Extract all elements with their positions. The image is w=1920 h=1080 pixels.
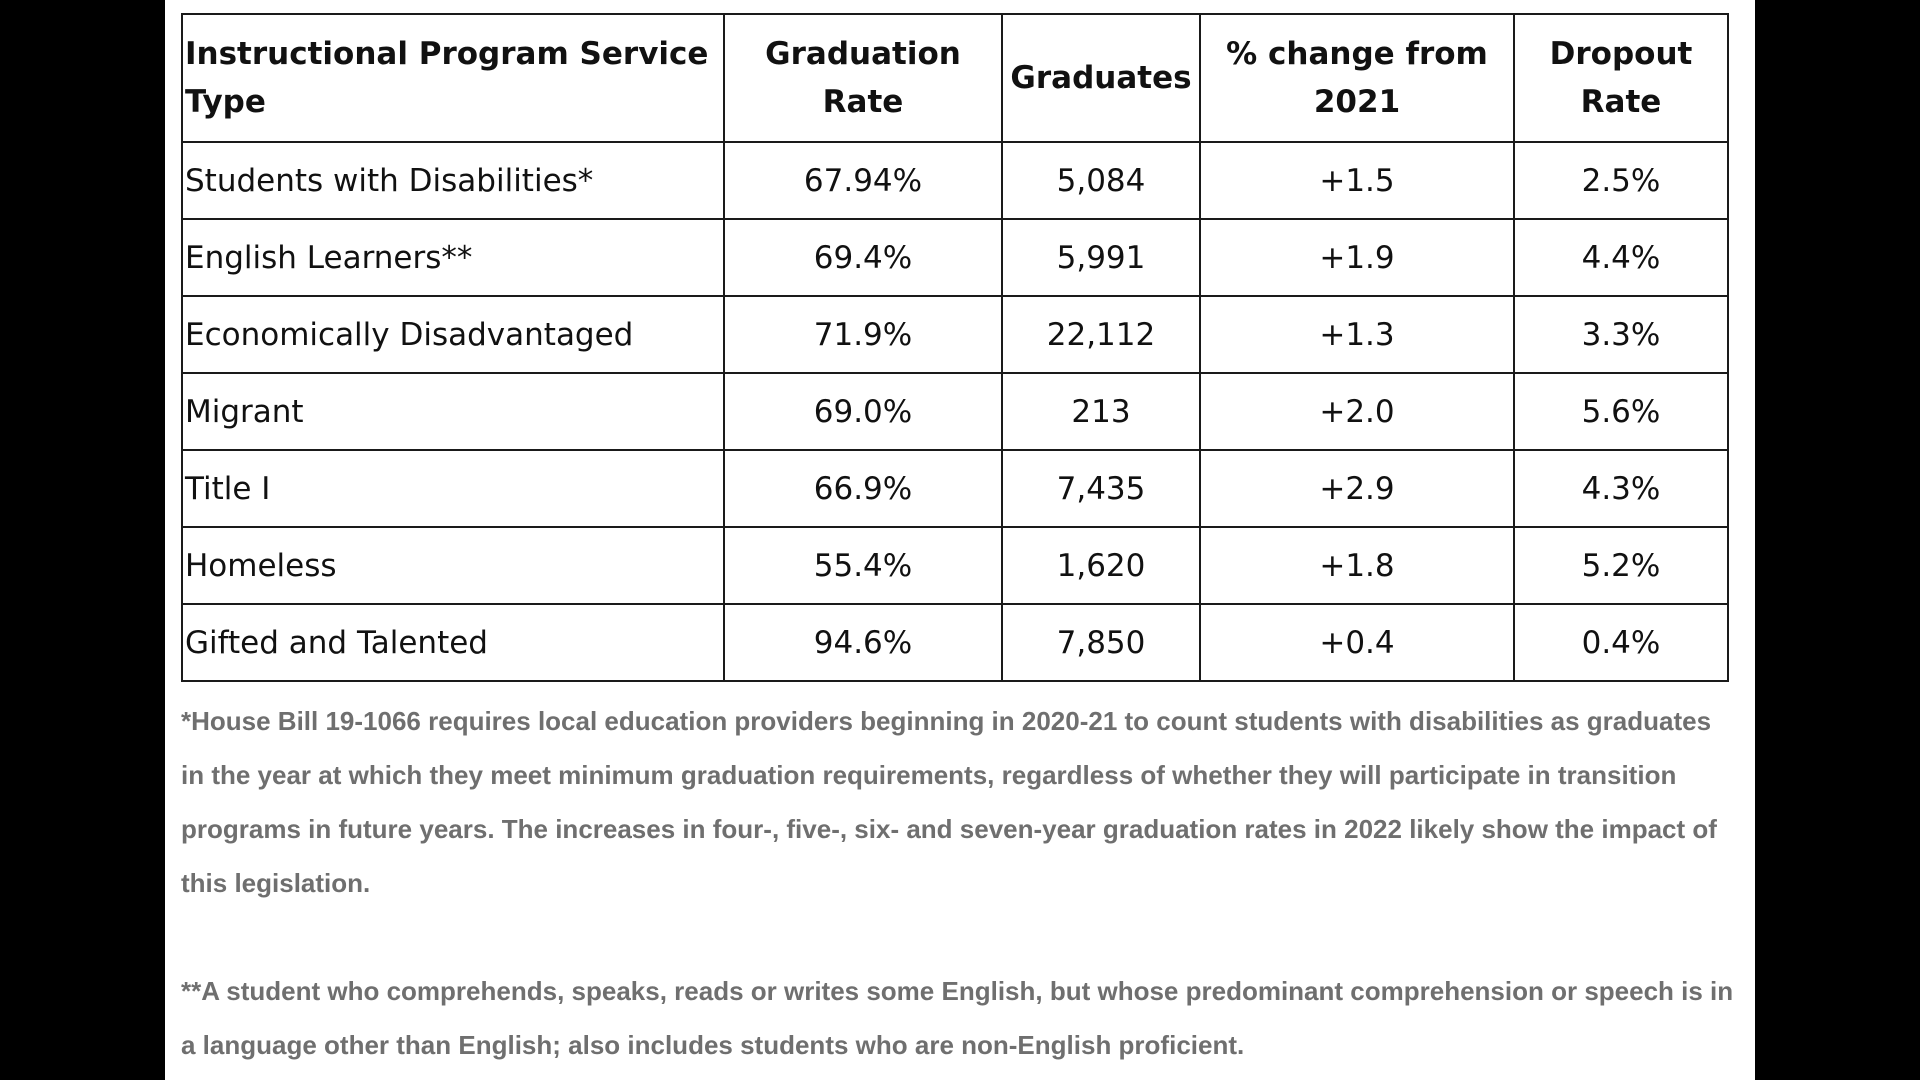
graduation-table <box>181 13 1729 682</box>
graduation-rate-cell: 66.9% <box>724 450 1002 527</box>
graduation-rate-cell: 94.6% <box>724 604 1002 681</box>
graduates-cell: 5,991 <box>1002 219 1200 296</box>
table-row <box>182 373 1728 450</box>
dropout-rate-cell: 2.5% <box>1514 142 1728 219</box>
table-row <box>182 450 1728 527</box>
graduation-rate-cell: 67.94% <box>724 142 1002 219</box>
percent-change-cell: +1.3 <box>1200 296 1514 373</box>
dropout-rate-cell: 5.6% <box>1514 373 1728 450</box>
graduates-cell: 1,620 <box>1002 527 1200 604</box>
graduates-cell: 7,850 <box>1002 604 1200 681</box>
header-row <box>182 14 1728 142</box>
program-type-cell: Title I <box>182 450 724 527</box>
program-type-cell: Gifted and Talented <box>182 604 724 681</box>
table-row <box>182 296 1728 373</box>
dropout-rate-cell: 0.4% <box>1514 604 1728 681</box>
graduates-cell: 22,112 <box>1002 296 1200 373</box>
dropout-rate-cell: 4.4% <box>1514 219 1728 296</box>
percent-change-cell: +0.4 <box>1200 604 1514 681</box>
percent-change-cell: +2.9 <box>1200 450 1514 527</box>
program-type-cell: Homeless <box>182 527 724 604</box>
header-program-type: Instructional Program Service Type <box>182 14 724 142</box>
program-type-cell: Students with Disabilities* <box>182 142 724 219</box>
dropout-rate-cell: 5.2% <box>1514 527 1728 604</box>
table-row <box>182 219 1728 296</box>
percent-change-cell: +2.0 <box>1200 373 1514 450</box>
header-graduates: Graduates <box>1002 14 1200 142</box>
percent-change-cell: +1.8 <box>1200 527 1514 604</box>
dropout-rate-cell: 4.3% <box>1514 450 1728 527</box>
graduates-cell: 7,435 <box>1002 450 1200 527</box>
program-type-cell: Economically Disadvantaged <box>182 296 724 373</box>
graduation-rate-cell: 69.0% <box>724 373 1002 450</box>
header-graduation-rate: Graduation Rate <box>724 14 1002 142</box>
dropout-rate-cell: 3.3% <box>1514 296 1728 373</box>
footnotes <box>181 694 1741 1072</box>
graduates-cell: 213 <box>1002 373 1200 450</box>
table-row <box>182 142 1728 219</box>
graduation-rate-cell: 71.9% <box>724 296 1002 373</box>
graduation-rate-cell: 69.4% <box>724 219 1002 296</box>
header-dropout-rate: Dropout Rate <box>1514 14 1728 142</box>
program-type-cell: English Learners** <box>182 219 724 296</box>
percent-change-cell: +1.5 <box>1200 142 1514 219</box>
program-type-cell: Migrant <box>182 373 724 450</box>
footnote-disabilities: *House Bill 19-1066 requires local education providers beginning in 2020-21 to count students with disabilities as graduates in the year at which they meet minimum graduation requirements, regardless of whether they will participate in transition programs in future years. The increases in four-, five-, six- and seven-year graduation rates in 2022 likely show the impact of this legislation. <box>181 706 1717 898</box>
document-page <box>165 0 1755 1080</box>
header-percent-change: % change from 2021 <box>1200 14 1514 142</box>
footnote-english-learners: **A student who comprehends, speaks, reads or writes some English, but whose predominant comprehension or speech is in a language other than English; also includes students who are non-English proficient. <box>181 976 1734 1060</box>
graduates-cell: 5,084 <box>1002 142 1200 219</box>
percent-change-cell: +1.9 <box>1200 219 1514 296</box>
graduation-rate-cell: 55.4% <box>724 527 1002 604</box>
table-row <box>182 527 1728 604</box>
table-row <box>182 604 1728 681</box>
